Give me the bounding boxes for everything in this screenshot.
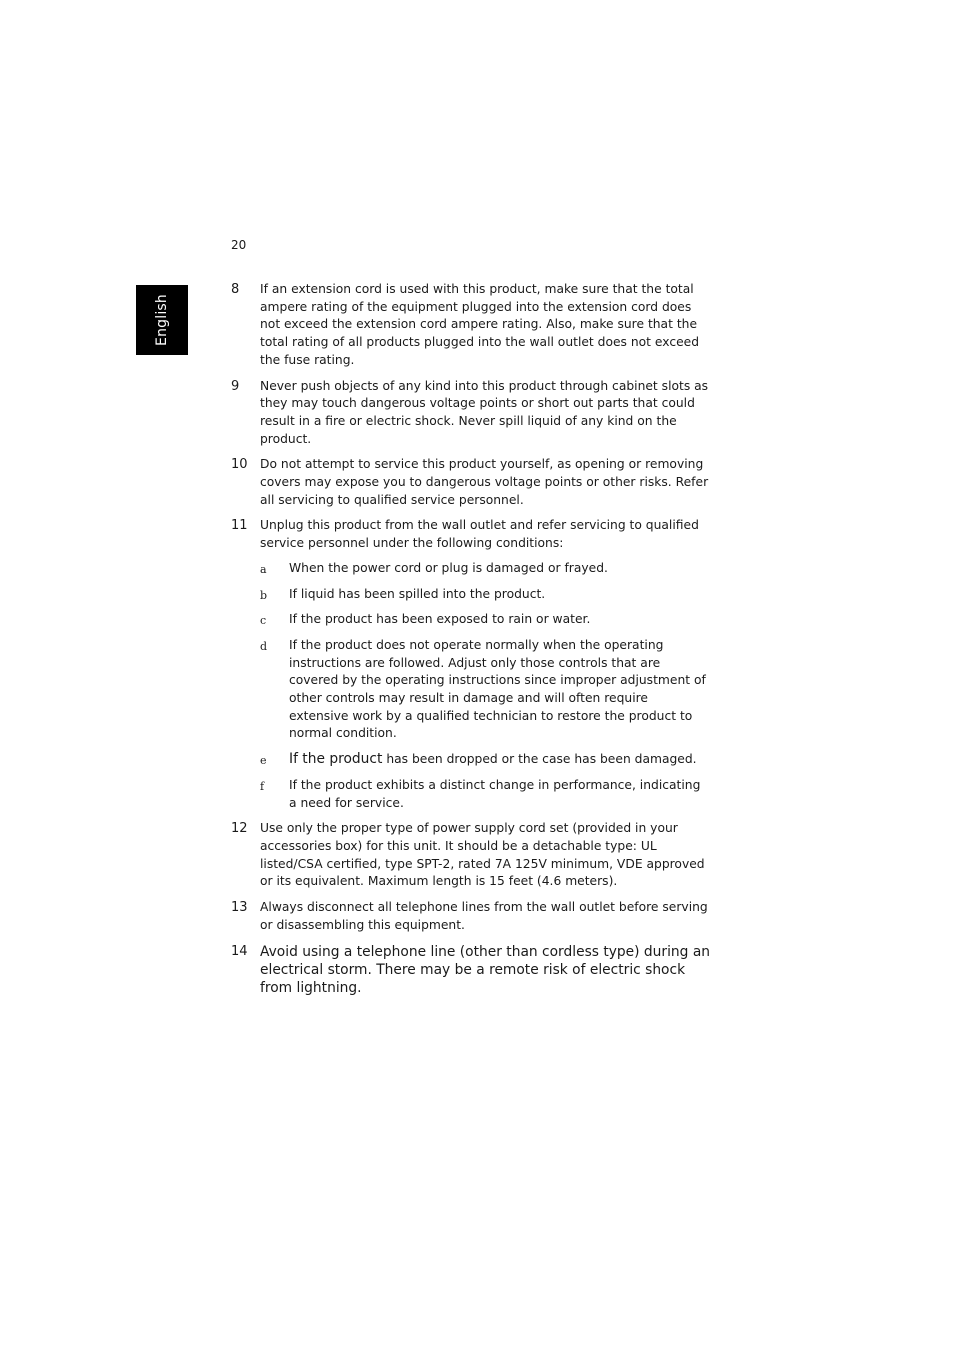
list-item-11: [231, 517, 711, 812]
item-number: 8: [231, 282, 240, 297]
sub-item-a: [260, 560, 711, 578]
list-item-9: [231, 378, 711, 449]
sub-item-text: When the power cord or plug is damaged or frayed.: [289, 560, 608, 575]
sub-item-text: If liquid has been spilled into the product.: [289, 586, 546, 601]
sub-item-text: If the product does not operate normally when the operating instructions are followed. Adjust only those controls that are covered by the operating instructions since improper adjustment of other controls may result in damage and will often require extensive work by a qualified technician to restore the product to normal condition.: [289, 637, 706, 741]
list-item-12: [231, 820, 711, 891]
sub-item-letter: e: [260, 754, 267, 768]
sub-item-letter: f: [260, 779, 265, 793]
item-text: Never push objects of any kind into this product through cabinet slots as they may touch dangerous voltage points or short out parts that could result in a fire or electric shock. Never spill liquid of any kind on the product.: [260, 378, 709, 446]
sub-item-text-wrapper: [289, 751, 711, 769]
sub-item-c: [260, 611, 711, 629]
page-number: 20: [231, 238, 247, 252]
sub-item-letter: d: [260, 639, 268, 653]
language-tab-label: English: [154, 294, 170, 346]
item-number: 9: [231, 378, 240, 394]
language-tab: [136, 285, 188, 355]
item-text: If an extension cord is used with this product, make sure that the total ampere rating of the equipment plugged into the extension cord does not exceed the extension cord ampere rating. Also, make sure that the total rating of all products plugged into the wall outlet does not exceed the fuse rating.: [260, 282, 700, 367]
sub-item-letter: a: [260, 562, 267, 576]
list-item-10: [231, 456, 711, 509]
conditions-sublist: [260, 560, 711, 812]
sub-item-letter: b: [260, 588, 268, 602]
sub-item-lead: If the product: [289, 751, 383, 768]
item-number: 12: [231, 821, 248, 837]
safety-instructions-list: [231, 281, 711, 1005]
item-text: Always disconnect all telephone lines from the wall outlet before serving or disassembling this equipment.: [260, 900, 708, 932]
sub-item-e: [260, 751, 711, 769]
item-text: Avoid using a telephone line (other than cordless type) during an electrical storm. There may be a remote risk of electric shock from lightning.: [260, 943, 711, 996]
item-text: Use only the proper type of power supply cord set (provided in your accessories box) for this unit. It should be a detachable type: UL listed/CSA certified, type SPT-2, rated 7A 125V minimum, VDE approved or its equivalent. Maximum length is 15 feet (4.6 meters).: [260, 821, 705, 889]
sub-item-d: [260, 637, 711, 743]
sub-item-text: If the product has been exposed to rain or water.: [289, 612, 591, 627]
item-number: 13: [231, 900, 248, 916]
item-number: 10: [231, 457, 248, 473]
sub-item-f: [260, 777, 711, 812]
list-item-13: [231, 899, 711, 934]
sub-item-text: has been dropped or the case has been damaged.: [382, 752, 697, 767]
item-number: 14: [231, 943, 248, 959]
item-text: Unplug this product from the wall outlet and refer servicing to qualified service personnel under the following conditions:: [260, 518, 699, 551]
sub-item-letter: c: [260, 614, 267, 628]
item-number: 11: [231, 518, 248, 534]
sub-item-b: [260, 586, 711, 604]
list-item-8: [231, 281, 711, 370]
list-item-14: [231, 943, 711, 997]
sub-item-text: If the product exhibits a distinct change in performance, indicating a need for service.: [289, 777, 701, 810]
item-text: Do not attempt to service this product yourself, as opening or removing covers may expose you to dangerous voltage points or other risks. Refer all servicing to qualified service personnel.: [260, 457, 709, 507]
